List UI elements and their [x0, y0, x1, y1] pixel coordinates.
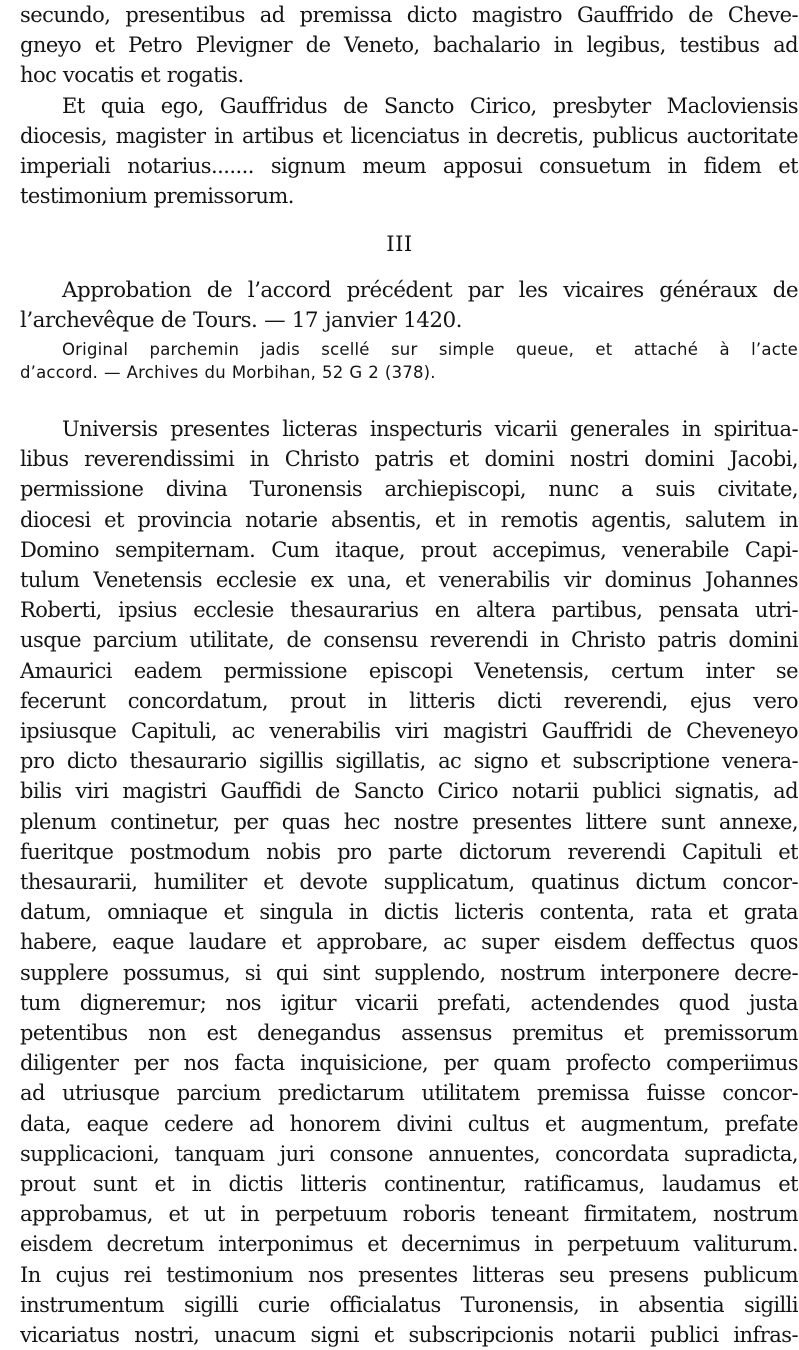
text-line: diligenter per nos facta inquisicione, per quam profecto comperiimus [20, 1051, 798, 1076]
charter-text [20, 414, 798, 1350]
text-line: permissione divina Turonensis archiepiscopi, nunc a suis civitate, [20, 477, 798, 502]
closing-paragraphs [20, 0, 798, 211]
heading-line: l’archevêque de Tours. — 17 janvier 1420. [20, 308, 462, 333]
text-line: imperiali notarius....... signum meum apposui consuetum in fidem et [20, 154, 798, 179]
text-line: habere, eaque laudare et approbare, ac super eisdem deffectus quos [20, 930, 798, 955]
text-line: Roberti, ipsius ecclesie thesaurarius en altera partibus, pensata utri- [20, 598, 798, 623]
text-line: ad utriusque parcium predictarum utilitatem premissa fuisse concor- [20, 1081, 798, 1106]
text-line: usque parcium utilitate, de consensu reverendi in Christo patris domini [20, 628, 798, 653]
text-line: petentibus non est denegandus assensus premitus et premissorum [20, 1021, 798, 1046]
text-line: testimonium premissorum. [20, 184, 294, 209]
text-line: prout sunt et in dictis litteris continentur, ratificamus, laudamus et [20, 1172, 798, 1197]
text-line: data, eaque cedere ad honorem divini cultus et augmentum, prefate [20, 1111, 798, 1136]
section-heading [20, 276, 798, 336]
text-line: hoc vocatis et rogatis. [20, 63, 244, 88]
text-line: tum digneremur; nos igitur vicarii prefati, actendendes quod justa [20, 990, 798, 1015]
text-line: datum, omniaque et singula in dictis licteris contenta, rata et grata [20, 900, 798, 925]
text-line: eisdem decretum interponimus et decernimus in perpetuum valiturum. [20, 1232, 798, 1257]
text-line: vicariatus nostri, unacum signi et subscripcionis notarii publici infras- [20, 1323, 798, 1348]
text-line: In cujus rei testimonium nos presentes litteras seu presens publicum [20, 1262, 798, 1287]
text-line: libus reverendissimi in Christo patris et domini nostri domini Jacobi, [20, 447, 798, 472]
text-line: bilis viri magistri Gauffidi de Sancto Cirico notarii publici signatis, ad [20, 779, 798, 804]
source-note-line: Original parchemin jadis scellé sur simple queue, et attaché à l’acte [62, 340, 798, 359]
text-line: tulum Venetensis ecclesie ex una, et venerabilis vir dominus Johannes [20, 568, 798, 593]
text-line: Et quia ego, Gauffridus de Sancto Cirico, presbyter Macloviensis [62, 93, 798, 118]
text-line: diocesis, magister in artibus et licenciatus in decretis, publicus auctoritate [20, 123, 798, 148]
text-line: instrumentum sigilli curie officialatus Turonensis, in absentia sigilli [20, 1292, 798, 1317]
source-note-line: d’accord. — Archives du Morbihan, 52 G 2 (378). [20, 363, 436, 382]
text-line: Universis presentes licteras inspecturis vicarii generales in spiritua- [62, 417, 798, 441]
text-line: ipsiusque Capituli, ac venerabilis viri magistri Gauffridi de Cheveneyo [20, 719, 798, 744]
section-number: III [386, 232, 413, 256]
text-line: supplere possumus, si qui sint supplendo, nostrum interponere decre- [20, 960, 798, 985]
text-line: approbamus, et ut in perpetuum roboris teneant firmitatem, nostrum [20, 1202, 798, 1227]
text-line: thesaurarii, humiliter et devote supplicatum, quatinus dictum concor- [20, 870, 798, 895]
text-line: plenum continetur, per quas hec nostre presentes littere sunt annexe, [20, 809, 798, 834]
text-line: diocesi et provincia notarie absentis, et in remotis agentis, salutem in [20, 507, 798, 532]
text-line: gneyo et Petro Plevigner de Veneto, bachalario in legibus, testibus ad [20, 33, 798, 58]
notary-paragraph [20, 91, 798, 212]
text-line: Amaurici eadem permissione episcopi Venetensis, certum inter se [20, 658, 798, 683]
text-line: pro dicto thesaurario sigillis sigillatis, ac signo et subscriptione venera- [20, 749, 798, 774]
intro-paragraph [20, 0, 798, 91]
text-line: secundo, presentibus ad premissa dicto magistro Gauffrido de Cheve- [20, 3, 798, 27]
heading-line: Approbation de l’accord précédent par les vicaires généraux de [62, 278, 798, 303]
text-line: fecerunt concordatum, prout in litteris dicti reverendi, ejus vero [20, 688, 798, 713]
text-line: Domino sempiternam. Cum itaque, prout accepimus, venerabile Capi- [20, 537, 798, 562]
source-note [20, 338, 798, 384]
text-line: fueritque postmodum nobis pro parte dictorum reverendi Capituli et [20, 839, 798, 864]
text-line: supplicacioni, tanquam juri consone annuentes, concordata supradicta, [20, 1141, 798, 1166]
